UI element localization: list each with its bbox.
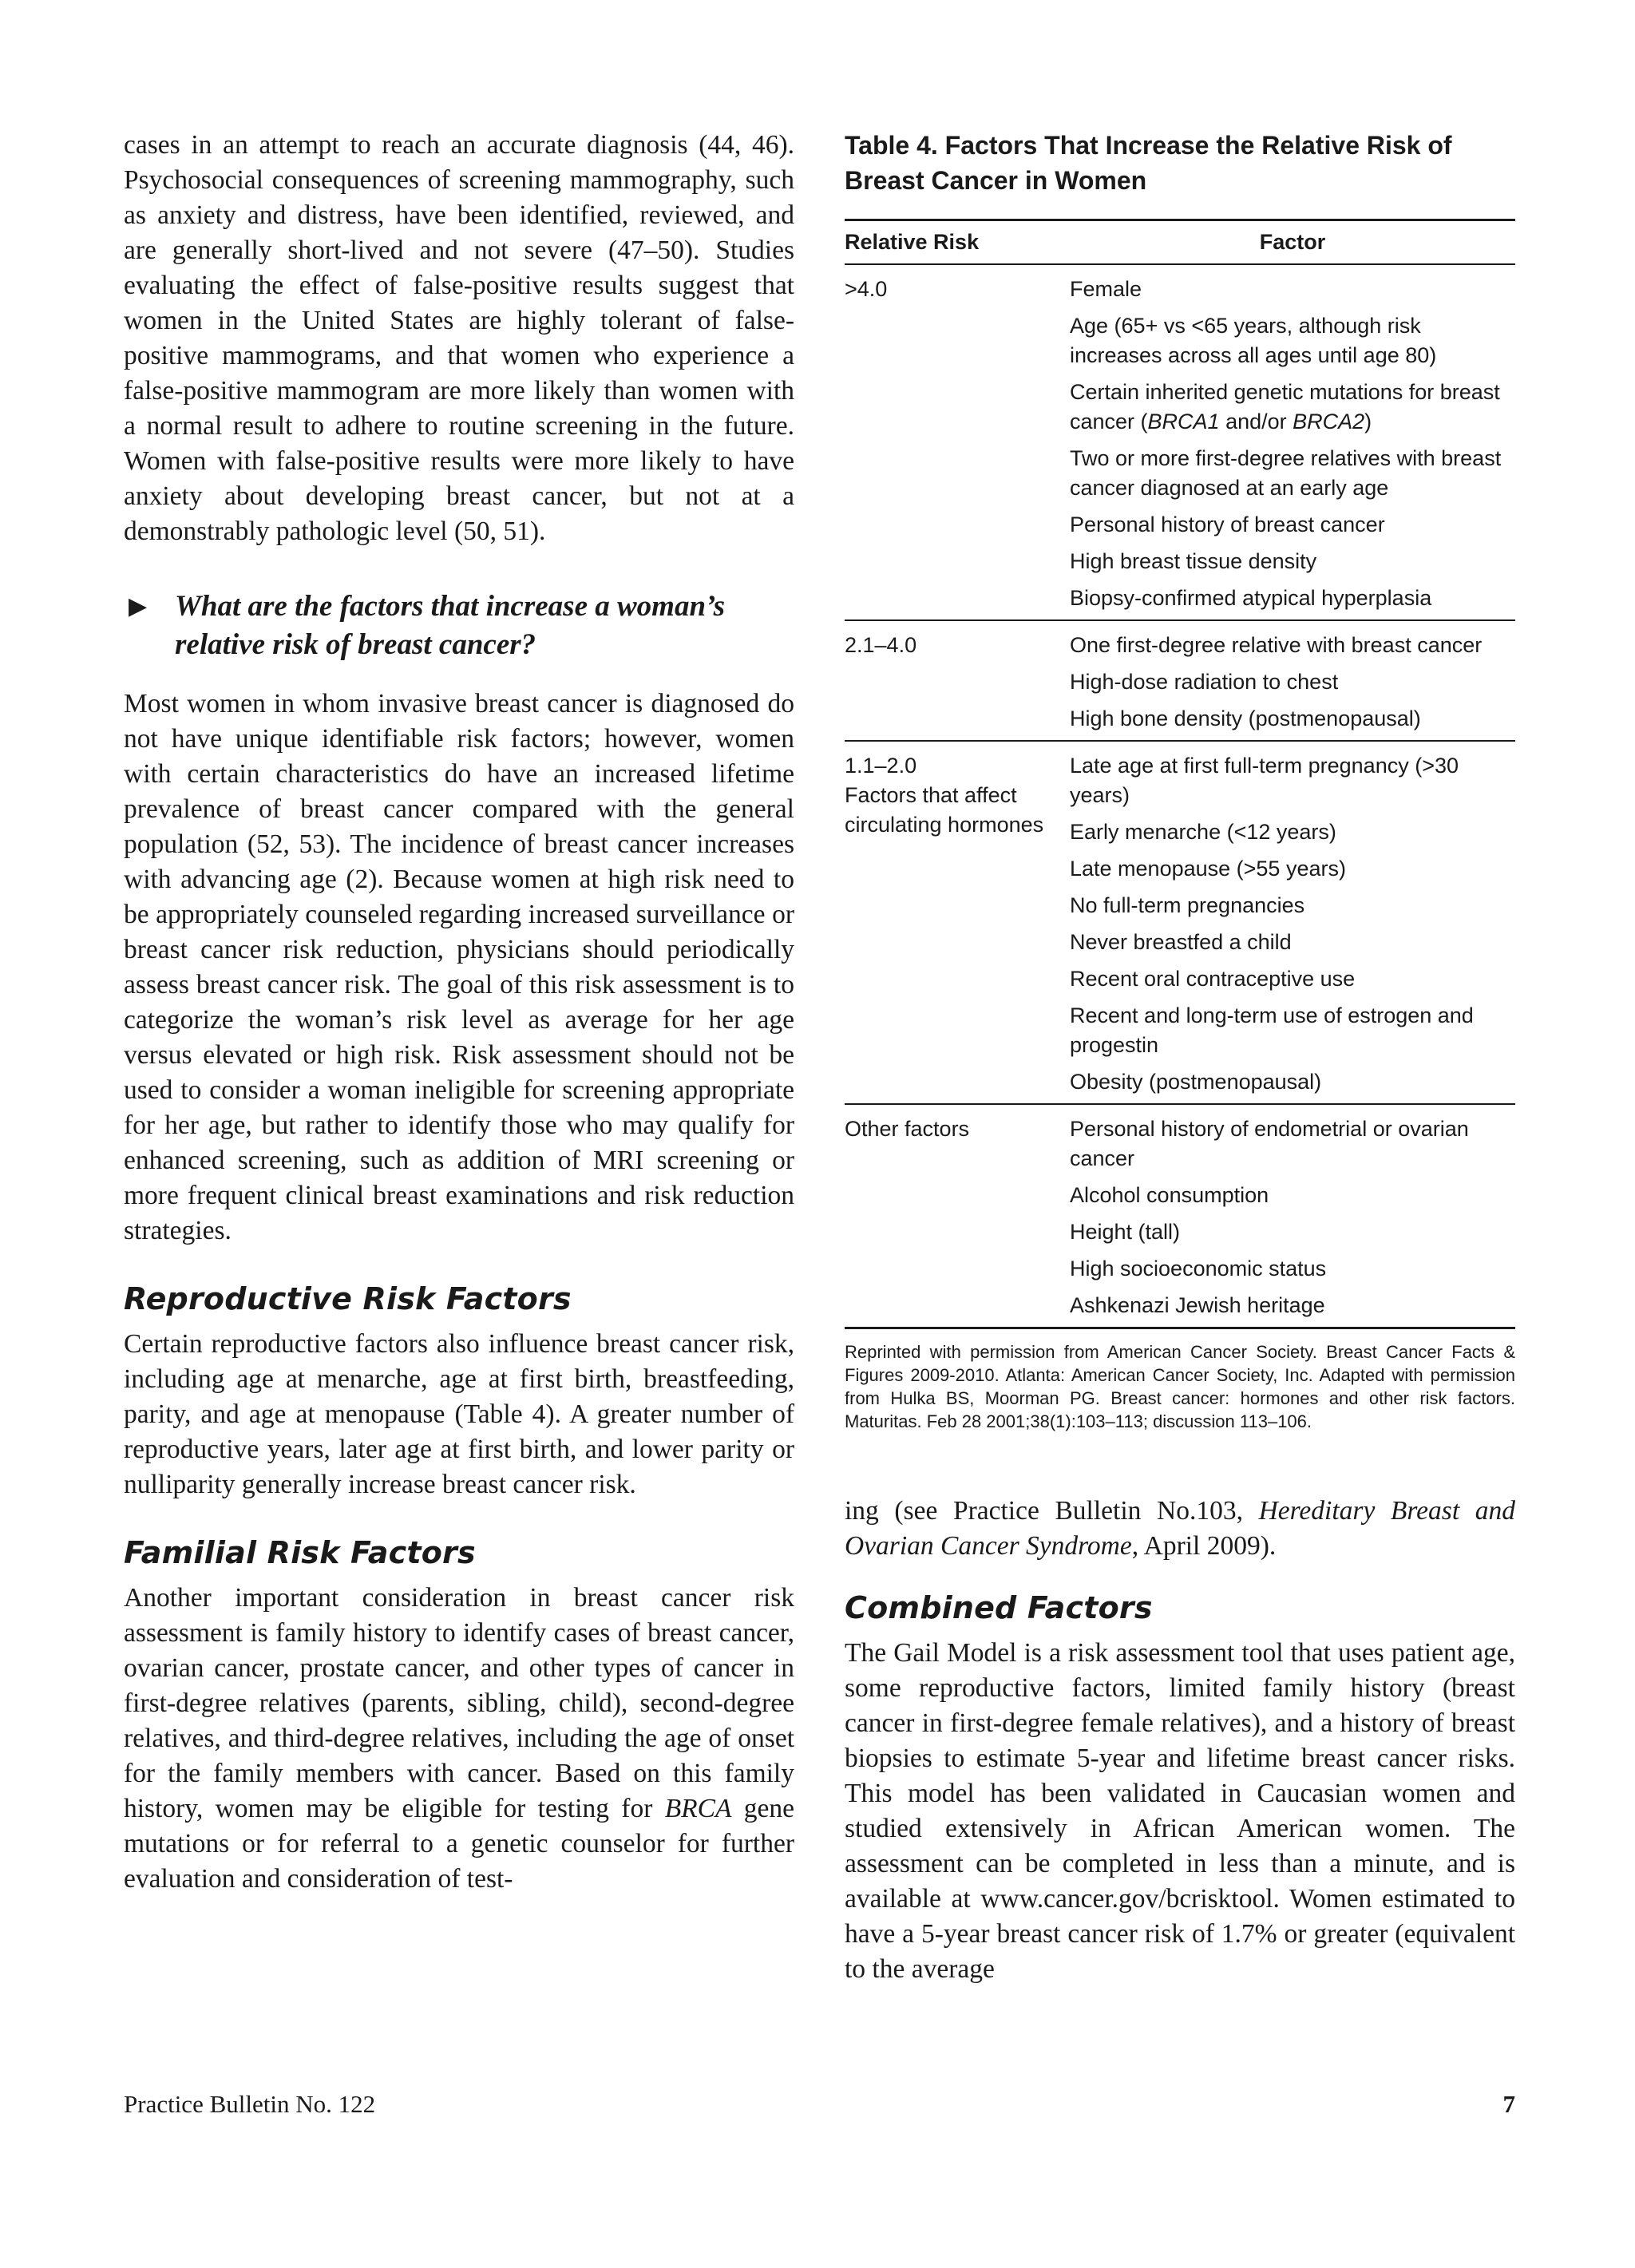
familial-brca-term: BRCA — [664, 1794, 732, 1823]
factor-cell — [1070, 741, 1515, 1104]
factor-item: Late menopause (>55 years) — [1070, 857, 1346, 881]
body-paragraph-risk-assessment: Most women in whom invasive breast cancer is diagnosed do not have unique identifiable risk factors; however, women with certain characteristics do have an increased lifetime prevalence of breast cancer compared with the general population (52, 53). The incidence of breast cancer increases with advancing age (2). Because women at high risk need to be appropriately counseled regarding increased surveillance or breast cancer risk reduction, physicians should periodically assess breast cancer risk. The goal of this risk assessment is to categorize the woman’s risk level as average for her age versus elevated or high risk. Risk assessment should not be used to consider a woman ineligible for screening appropriate for her age, but rather to identify those who may qualify for enhanced screening, such as addition of MRI screening or more frequent clinical breast examinations and risk reduction strategies. — [124, 689, 794, 1245]
page-number: 7 — [1502, 2090, 1515, 2118]
body-paragraph-screening: cases in an attempt to reach an accurate diagnosis (44, 46). Psychosocial consequences of screening mammography, such as anxiety and distress, have been identified, reviewed, and are generally short-lived and not severe (47–50). Studies evaluating the effect of false-positive results suggest that women in the United States are highly tolerant of false-positive mammograms, and that women who experience a false-positive mammogram are more likely than women with a normal result to adhere to routine screening in the future. Women with false-positive results were more likely to have anxiety about developing breast cancer, but not at a demonstrably pathologic level (50, 51). — [124, 130, 794, 546]
factor-item: High socioeconomic status — [1070, 1257, 1327, 1280]
factor-item: One first-degree relative with breast cancer — [1070, 633, 1483, 657]
body-paragraph-gail-model: The Gail Model is a risk assessment tool that uses patient age, some reproductive factors, limited family history (breast cancer in first-degree female relatives), and a history of breast biopsies to estimate 5-year and lifetime breast cancer risks. This model has been validated in Caucasian women and studied extensively in African American women. The assessment can be completed in less than a minute, and is available at www.cancer.gov/bcrisktool. Women estimated to have a 5-year breast cancer risk of 1.7% or greater (equivalent to the average — [845, 1638, 1515, 1984]
factor-item: Height (tall) — [1070, 1220, 1181, 1244]
table-caption-text: Factors That Increase the Relative Risk of Breast Cancer in Women — [845, 131, 1452, 195]
heading-reproductive-risk-factors: Reproductive Risk Factors — [124, 1281, 572, 1316]
factor-cell — [1070, 620, 1515, 741]
brca1-term: BRCA1 — [1147, 410, 1220, 433]
factor-item: High-dose radiation to chest — [1070, 670, 1339, 694]
factor-item: Female — [1070, 277, 1142, 301]
risk-factors-table — [845, 219, 1515, 1329]
continuation-text-b: , April 2009). — [1131, 1531, 1277, 1561]
continuation-bulletin-title: Hereditary Breast and Ovarian Cancer Syndrome — [845, 1496, 1515, 1561]
table-row — [845, 741, 1515, 1104]
continuation-text-a: ing (see Practice Bulletin No.103, — [845, 1496, 1259, 1526]
body-paragraph-continuation — [845, 1494, 1515, 1564]
factor-item: No full-term pregnancies — [1070, 893, 1305, 917]
footer-bulletin-label: Practice Bulletin No. 122 — [124, 2090, 376, 2118]
relative-risk-cell — [845, 620, 1070, 741]
factor-item: Age (65+ vs <65 years, although risk increases across all ages until age 80) — [1070, 314, 1437, 367]
factor-item: Personal history of breast cancer — [1070, 513, 1385, 536]
relative-risk-value: >4.0 — [845, 277, 888, 301]
column-header-factor: Factor — [1070, 220, 1515, 265]
column-header-relative-risk: Relative Risk — [845, 220, 1070, 265]
relative-risk-cell — [845, 741, 1070, 1104]
factor-item: Never breastfed a child — [1070, 930, 1292, 954]
factor-item: Alcohol consumption — [1070, 1183, 1269, 1207]
page-footer — [124, 2088, 1515, 2120]
question-text: What are the factors that increase a woman’s relative risk of breast cancer? — [175, 590, 725, 661]
left-column — [124, 128, 794, 1897]
relative-risk-value: Other factors — [845, 1117, 970, 1141]
body-paragraph-reproductive: Certain reproductive factors also influence breast cancer risk, including age at menarche, age at first birth, breastfeeding, parity, and age at menopause (Table 4). A greater number of reproductive years, later age at first birth, and lower parity or nulliparity generally increase breast cancer risk. — [124, 1329, 794, 1499]
body-paragraph-familial — [124, 1581, 794, 1897]
brca-factor-text: Certain inherited genetic mutations for breast cancer ( — [1070, 380, 1500, 433]
factor-item: Late age at first full-term pregnancy (>30 years) — [1070, 754, 1459, 807]
factor-item: Recent and long-term use of estrogen and progestin — [1070, 1003, 1474, 1057]
relative-risk-value: 1.1–2.0 — [845, 754, 917, 778]
factor-cell — [1070, 1104, 1515, 1328]
table-caption-label: Table 4. — [845, 131, 938, 160]
factor-item: High bone density (postmenopausal) — [1070, 707, 1421, 730]
factor-item: Personal history of endometrial or ovarian cancer — [1070, 1117, 1469, 1170]
relative-risk-value: Factors that affect circulating hormones — [845, 783, 1044, 837]
table-caption — [845, 128, 1515, 198]
factor-item: Early menarche (<12 years) — [1070, 820, 1336, 844]
table-footnote: Reprinted with permission from American Cancer Society. Breast Cancer Facts & Figures 2009-2010. Atlanta: American Cancer Society, Inc. Adapted with permission from Hulka BS, Moorman PG. Breast cancer: hormones and other risk factors. Maturitas. Feb 28 2001;38(1):103–113; discussion 113–106. — [845, 1342, 1515, 1431]
factor-item: Biopsy-confirmed atypical hyperplasia — [1070, 586, 1432, 610]
heading-familial-risk-factors: Familial Risk Factors — [124, 1535, 476, 1570]
brca-factor-text: ) — [1364, 410, 1372, 433]
risk-table-body — [845, 264, 1515, 1328]
factor-item — [1070, 378, 1515, 437]
triangle-bullet-icon: ▶ — [129, 592, 148, 620]
table-row — [845, 264, 1515, 620]
familial-text-b: gene mutations or for referral to a genetic counselor for further evaluation and consideration of test- — [124, 1794, 794, 1894]
relative-risk-value: 2.1–4.0 — [845, 633, 917, 657]
factor-item: Obesity (postmenopausal) — [1070, 1070, 1322, 1094]
factor-item: Two or more first-degree relatives with breast cancer diagnosed at an early age — [1070, 446, 1502, 500]
factor-item: Ashkenazi Jewish heritage — [1070, 1293, 1325, 1317]
table-row — [845, 1104, 1515, 1328]
relative-risk-cell — [845, 1104, 1070, 1328]
brca2-term: BRCA2 — [1293, 410, 1365, 433]
familial-text-a: Another important consideration in breast cancer risk assessment is family history to identify cases of breast cancer, ovarian cancer, prostate cancer, and other types of cancer in first-degree relatives (parents, sibling, child), second-degree relatives, and third-degree relatives, including the age of onset for the family members with cancer. Based on this family history, women may be eligible for testing for — [124, 1583, 794, 1823]
brca-factor-text: and/or — [1219, 410, 1293, 433]
heading-combined-factors: Combined Factors — [845, 1590, 1153, 1625]
question-block — [124, 588, 794, 664]
factor-item: High breast tissue density — [1070, 549, 1317, 573]
factor-cell — [1070, 264, 1515, 620]
table-row — [845, 620, 1515, 741]
right-column — [845, 128, 1515, 1987]
factor-item: Recent oral contraceptive use — [1070, 967, 1356, 991]
relative-risk-cell — [845, 264, 1070, 620]
